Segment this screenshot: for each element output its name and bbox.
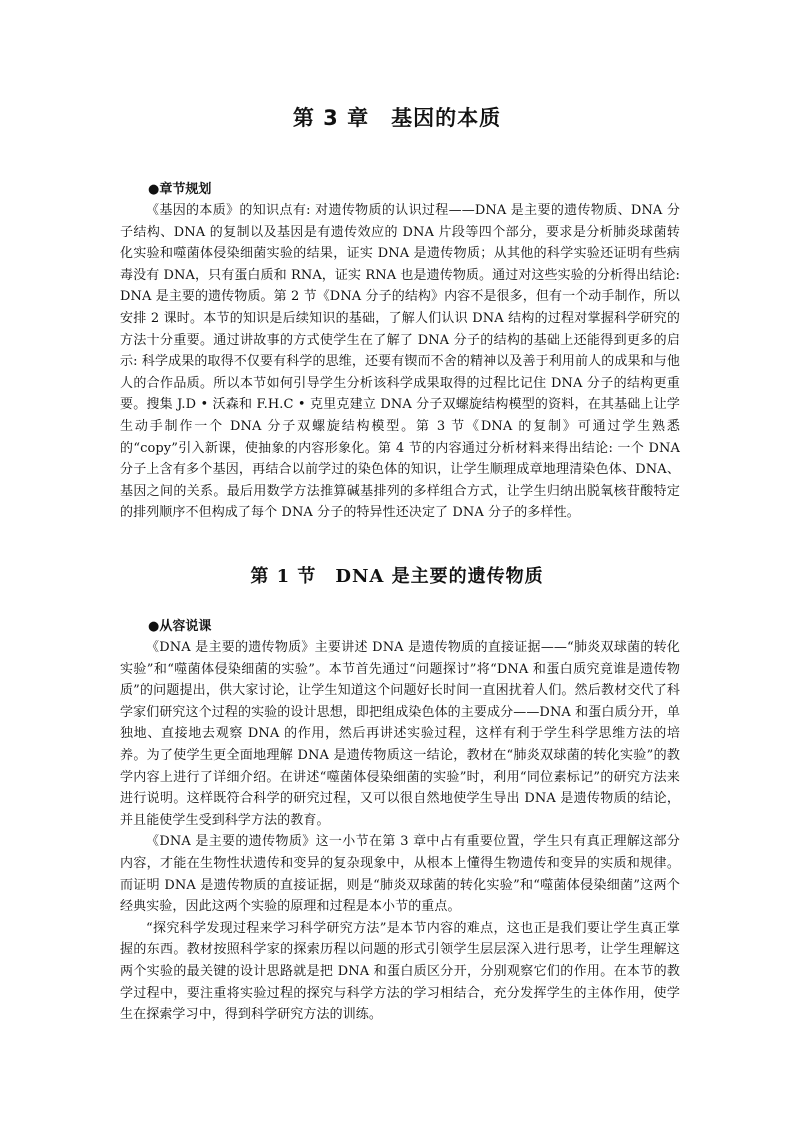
teaching-notes-heading: ●从容说课 [148,619,212,634]
teaching-notes-paragraph-3: “探究科学发现过程来学习科学研究方法”是本节内容的难点，这也正是我们要让学生真正掌握的东西。教材按照科学家的探索历程以问题的形式引领学生层层深入进行思考，让学生理解这两个实验的最关键的设计思路就是把 DNA 和蛋白质区分开，分别观察它们的作用。在本节的教学过程中，要注重将实验过程的探究与科学方法的学习相结合，充分发挥学生的主体作用，使学生在探索学习中，得到科学研究方法的训练。 [120,920,680,1023]
section-title: 第 1 节 DNA 是主要的遗传物质 [250,566,544,587]
chapter-title: 第 3 章 基因的本质 [292,106,502,130]
chapter-plan-paragraph: 《基因的本质》的知识点有: 对遗传物质的认识过程——DNA 是主要的遗传物质、DNA 分子结构、DNA 的复制以及基因是有遗传效应的 DNA 片段等四个部分，要求是分析肺炎球菌转化实验和噬菌体侵染细菌实验的结果，证实 DNA 是遗传物质；从其他的科学实验还证明有些病毒没有 DNA，只有蛋白质和 RNA，证实 RNA 也是遗传物质。通过对这些实验的分析得出结论: DNA 是主要的遗传物质。第 2 节《DNA 分子的结构》内容不是很多，但有一个动手制作，所以安排 2 课时。本节的知识是后续知识的基础，了解人们认识 DNA 结构的过程对掌握科学研究的方法十分重要。通过讲故事的方式使学生在了解了 DNA 分子的结构的基础上还能得到更多的启示: 科学成果的取得不仅要有科学的思维，还要有锲而不舍的精神以及善于利用前人的成果和与他人的合作品质。所以本节如何引导学生分析该科学成果取得的过程比记住 DNA 分子的结构更重要。搜集 J.D • 沃森和 F.H.C • 克里克建立 DNA 分子双螺旋结构模型的资料，在其基础上让学生动手制作一个 DNA 分子双螺旋结构模型。第 3 节《DNA 的复制》可通过学生熟悉的“copy”引入新课，使抽象的内容形象化。第 4 节的内容通过分析材料来得出结论: 一个 DNA 分子上含有多个基因，再结合以前学过的染色体的知识，让学生顺理成章地理清染色体、DNA、基因之间的关系。最后用数学方法推算碱基排列的多样组合方式，让学生归纳出脱氧核苷酸特定的排列顺序不但构成了每个 DNA 分子的特异性还决定了 DNA 分子的多样性。 [120,203,680,521]
teaching-notes-paragraph-2: 《DNA 是主要的遗传物质》这一小节在第 3 章中占有重要位置，学生只有真正理解这部分内容，才能在生物性状遗传和变异的复杂现象中，从根本上懂得生物遗传和变异的实质和规律。而证明 DNA 是遗传物质的直接证据，则是“肺炎双球菌的转化实验”和“噬菌体侵染细菌”这两个经典实验，因此这两个实验的原理和过程是本小节的重点。 [120,834,680,915]
teaching-notes-block [120,617,680,1026]
chapter-plan-block [120,180,680,524]
chapter-plan-heading: ●章节规划 [148,182,212,197]
teaching-notes-paragraph-1: 《DNA 是主要的遗传物质》主要讲述 DNA 是遗传物质的直接证据——“肺炎双球菌的转化实验”和“噬菌体侵染细菌的实验”。本节首先通过“问题探讨”将“DNA 和蛋白质究竟谁是遗传物质”的问题提出，供大家讨论，让学生知道这个问题好长时间一直困扰着人们。然后教材交代了科学家们研究这个过程的实验的设计思想，即把组成染色体的主要成分——DNA 和蛋白质分开，单独地、直接地去观察 DNA 的作用，然后再讲述实验过程，这样有利于学生科学思维方法的培养。为了使学生更全面地理解 DNA 是遗传物质这一结论，教材在“肺炎双球菌的转化实验”的教学内容上进行了详细介绍。在讲述“噬菌体侵染细菌的实验”时，利用“同位素标记”的研究方法来进行说明。这样既符合科学的研究过程，又可以很自然地使学生导出 DNA 是遗传物质的结论，并且能使学生受到科学方法的教育。 [120,640,680,828]
